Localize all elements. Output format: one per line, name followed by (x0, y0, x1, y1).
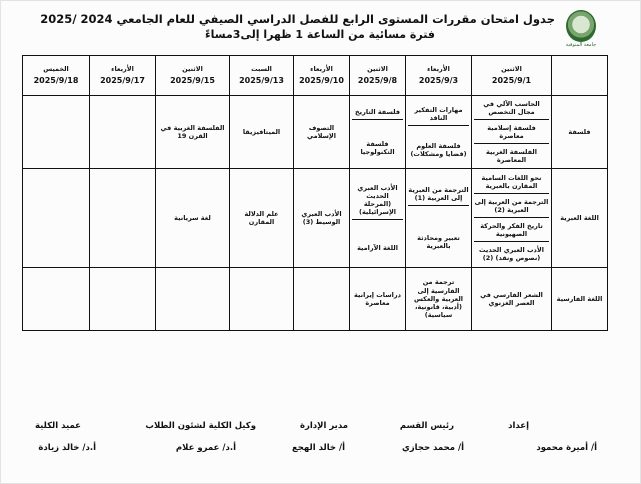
exam-cell-stack (352, 269, 403, 329)
exam-schedule-table (22, 55, 608, 331)
exam-cell (230, 267, 294, 330)
course-name: تعبير ومحادثة بالعبرية (417, 233, 460, 250)
exam-cell (406, 267, 472, 330)
signature-name: أ.د/ خالد زيادة (38, 443, 96, 453)
exam-cell-stack (474, 97, 549, 167)
exam-cell (294, 267, 350, 330)
exam-cell (90, 169, 156, 267)
signature-name: أ/ خالد الهجع (291, 443, 345, 453)
signature-role: عميد الكلية (35, 421, 81, 431)
exam-cell (23, 95, 90, 168)
course-name: ترجمة من الفارسية إلى العربية والعكس (أدبية، قانونية، سياسية) (413, 278, 464, 319)
day-name: الأربعاء (111, 65, 134, 74)
signature-role: وكيل الكلية لشئون الطلاب (145, 421, 256, 431)
day-header-cell (156, 56, 230, 96)
exam-cell-stack (296, 97, 347, 167)
day-date: 2025/9/8 (357, 75, 398, 85)
exam-cell-stack (352, 97, 403, 167)
subject-row (23, 95, 608, 168)
exam-cell (230, 169, 294, 267)
exam-cell (294, 95, 350, 168)
course-name: لغة سريانية (174, 213, 211, 222)
day-date: 2025/9/3 (418, 75, 459, 85)
day-date: 2025/9/1 (491, 75, 532, 85)
exam-cell-stack (474, 269, 549, 329)
day-header-cell (294, 56, 350, 96)
exam-cell-stack (474, 170, 549, 265)
day-header-row (23, 56, 608, 96)
course-name: الأدب العبري الحديث (المرحلة الإسرائيلية) (352, 181, 403, 221)
exam-cell (90, 267, 156, 330)
corner-cell (552, 56, 608, 96)
exam-cell-stack (296, 170, 347, 265)
exam-cell (472, 267, 552, 330)
course-name: الترجمة من العبرية إلى العربية (1) (408, 183, 469, 206)
exam-cell-stack (158, 97, 227, 167)
exam-cell-stack (408, 170, 469, 265)
day-name: الاثنين (501, 65, 522, 74)
day-name: الخميس (43, 65, 69, 74)
exam-cell-stack (408, 269, 469, 329)
day-date: 2025/9/15 (170, 75, 215, 85)
signature-role: رئيس القسم (399, 421, 454, 431)
exam-cell (23, 169, 90, 267)
day-date: 2025/9/17 (100, 75, 145, 85)
day-header-cell (90, 56, 156, 96)
schedule-title: جدول امتحان مقررات المستوى الرابع للفصل الدراسي الصيفي للعام الجامعي 2024 /2025 (40, 12, 555, 26)
day-date: 2025/9/10 (299, 75, 344, 85)
exam-cell (472, 95, 552, 168)
course-name: اللغة الآرامية (357, 244, 398, 252)
exam-cell (472, 169, 552, 267)
day-header-cell (230, 56, 294, 96)
signature-role: مدير الإدارة (299, 421, 348, 431)
exam-cell-stack (232, 170, 291, 265)
subject-name: اللغة الفارسية (552, 267, 608, 330)
subject-row (23, 169, 608, 267)
course-name: نحو اللغات السامية المقارن بالعبرية (474, 171, 549, 194)
day-name: السبت (251, 65, 272, 74)
course-name: فلسفة العلوم (قضايا ومشكلات) (410, 141, 467, 158)
day-name: الاثنين (367, 65, 388, 74)
subject-name: فلسفة (552, 95, 608, 168)
schedule-subtitle: فترة مسائية من الساعة 1 ظهرا إلى3مساءً (205, 28, 435, 41)
signature-name: أ.د/ عمرو علام (175, 443, 236, 453)
course-name: مهارات التفكير الناقد (408, 103, 469, 126)
exam-cell-stack (408, 97, 469, 167)
subject-name: اللغة العبرية (552, 169, 608, 267)
day-name: الأربعاء (427, 65, 450, 74)
university-logo-icon (566, 10, 596, 42)
subject-row (23, 267, 608, 330)
exam-cell (156, 95, 230, 168)
course-name: الفلسفة الغربية المعاصرة (486, 147, 537, 164)
course-name: فلسفة التاريخ (352, 105, 403, 120)
course-name: التصوف الإسلامي (307, 123, 336, 141)
course-name: الأدب العبري الوسيط (3) (301, 209, 342, 226)
course-name: الشعر الفارسي في العصر الغزنوي (480, 290, 543, 307)
course-name: تاريخ الفكر والحركة الصهيونية (474, 219, 549, 242)
day-date: 2025/9/13 (239, 75, 284, 85)
exam-cell (406, 95, 472, 168)
day-date: 2025/9/18 (33, 75, 79, 85)
course-name: دراسات إيرانية معاصرة (354, 290, 401, 307)
course-name: الحاسب الآلي في مجال التخصص (474, 97, 549, 120)
exam-cell-stack (232, 97, 291, 167)
exam-cell (350, 95, 406, 168)
day-header-cell (406, 56, 472, 96)
exam-cell (230, 95, 294, 168)
day-header-cell (23, 56, 90, 96)
course-name: الفلسفة الغربية في القرن 19 (160, 123, 225, 141)
exam-cell (23, 267, 90, 330)
signature-role: إعداد (508, 421, 529, 431)
exam-cell (156, 169, 230, 267)
course-name: الأدب العبري الحديث (نصوص ونقد) (2) (479, 245, 544, 262)
course-name: علم الدلالة المقارن (244, 209, 279, 226)
signature-name: أ/ أميرة محمود (536, 443, 597, 453)
exam-cell (406, 169, 472, 267)
exam-cell (90, 95, 156, 168)
logo-caption: جامعة المنوفية (565, 42, 597, 48)
day-name: الاثنين (182, 65, 203, 74)
day-header-cell (350, 56, 406, 96)
exam-cell (294, 169, 350, 267)
signature-name: أ/ محمد حجازي (401, 443, 464, 453)
course-name: فلسفة التكنولوجيا (360, 139, 395, 156)
day-name: الأربعاء (310, 65, 333, 74)
exam-cell (350, 267, 406, 330)
exam-cell (350, 169, 406, 267)
exam-cell (156, 267, 230, 330)
course-name: الترجمة من العربية إلى العبرية (2) (474, 195, 549, 218)
exam-cell-stack (352, 170, 403, 265)
course-name: فلسفة إسلامية معاصرة (474, 121, 549, 144)
course-name: الميتافيزيقا (242, 128, 281, 137)
day-header-cell (472, 56, 552, 96)
exam-cell-stack (158, 170, 227, 265)
